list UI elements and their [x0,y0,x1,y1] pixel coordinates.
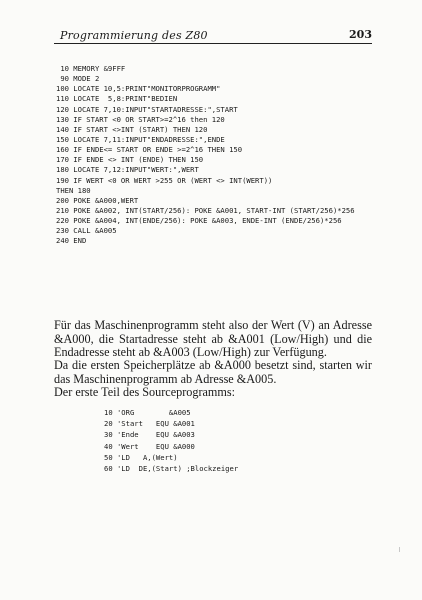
paragraph-block [54,359,372,400]
scan-speck [399,547,400,552]
running-header [54,28,372,44]
code-line: 130 IF START <0 OR START>=2^16 then 120 [56,114,225,124]
code-line: 230 CALL &A005 [56,226,117,236]
code-line: 140 IF START <>INT (START) THEN 120 [56,124,208,134]
code-line: 210 POKE &A002, INT(START/256): POKE &A001, START-INT (START/256)*256 [56,205,355,215]
code-line: 200 POKE &A000,WERT [56,195,139,205]
code-line: 180 LOCATE 7,12:INPUT"WERT:",WERT [56,165,199,175]
source-listing [104,407,238,474]
code-line: 160 IF ENDE<= START OR ENDE >=2^16 THEN 150 [56,145,243,155]
page-number: 203 [349,28,372,41]
code-line: 90 MODE 2 [56,74,100,84]
basic-listing [56,64,355,247]
code-line: 10 MEMORY &9FFF [56,64,126,73]
source-line: 60 'LD DE,(Start) ;Blockzeiger [104,463,239,473]
paragraph-memory-layout: Für das Maschinenprogramm steht also der Wert (V) an Adresse &A000, die Startadresse steht ab &A001 (Low/High) und die Endadresse steht ab &A003 (Low/High) zur Verfügung. [54,318,372,360]
header-title: Programmierung des Z80 [60,29,208,42]
code-line: 190 IF WERT <0 OR WERT >255 OR (WERT <> INT(WERT)) [56,175,273,185]
code-line: 170 IF ENDE <> INT (ENDE) THEN 150 [56,155,204,165]
source-line: 30 'Ende EQU &A003 [104,430,195,440]
paragraph-start-address: Da die ersten Speicherplätze ab &A000 besetzt sind, starten wir das Maschinenprogramm ab Adresse &A005. [54,358,372,386]
paragraph-source-intro: Der erste Teil des Sourceprogramms: [54,385,236,400]
code-line: 220 POKE &A004, INT(ENDE/256): POKE &A003, ENDE-INT (ENDE/256)*256 [56,216,342,226]
code-line: 100 LOCATE 10,5:PRINT"MONITORPROGRAMM" [56,84,221,94]
source-line: 40 'Wert EQU &A000 [104,441,195,451]
code-line: 120 LOCATE 7,10:INPUT"STARTADRESSE:",START [56,104,238,114]
code-line: THEN 180 [56,185,91,195]
source-line: 50 'LD A,(Wert) [104,452,178,462]
code-line: 150 LOCATE 7,11:INPUT"ENDADRESSE:",ENDE [56,134,225,144]
source-line: 20 'Start EQU &A001 [104,419,195,429]
source-line: 10 'ORG &A005 [104,408,191,417]
code-line: 240 END [56,236,87,246]
code-line: 110 LOCATE 5,8:PRINT"BEDIEN [56,94,178,104]
